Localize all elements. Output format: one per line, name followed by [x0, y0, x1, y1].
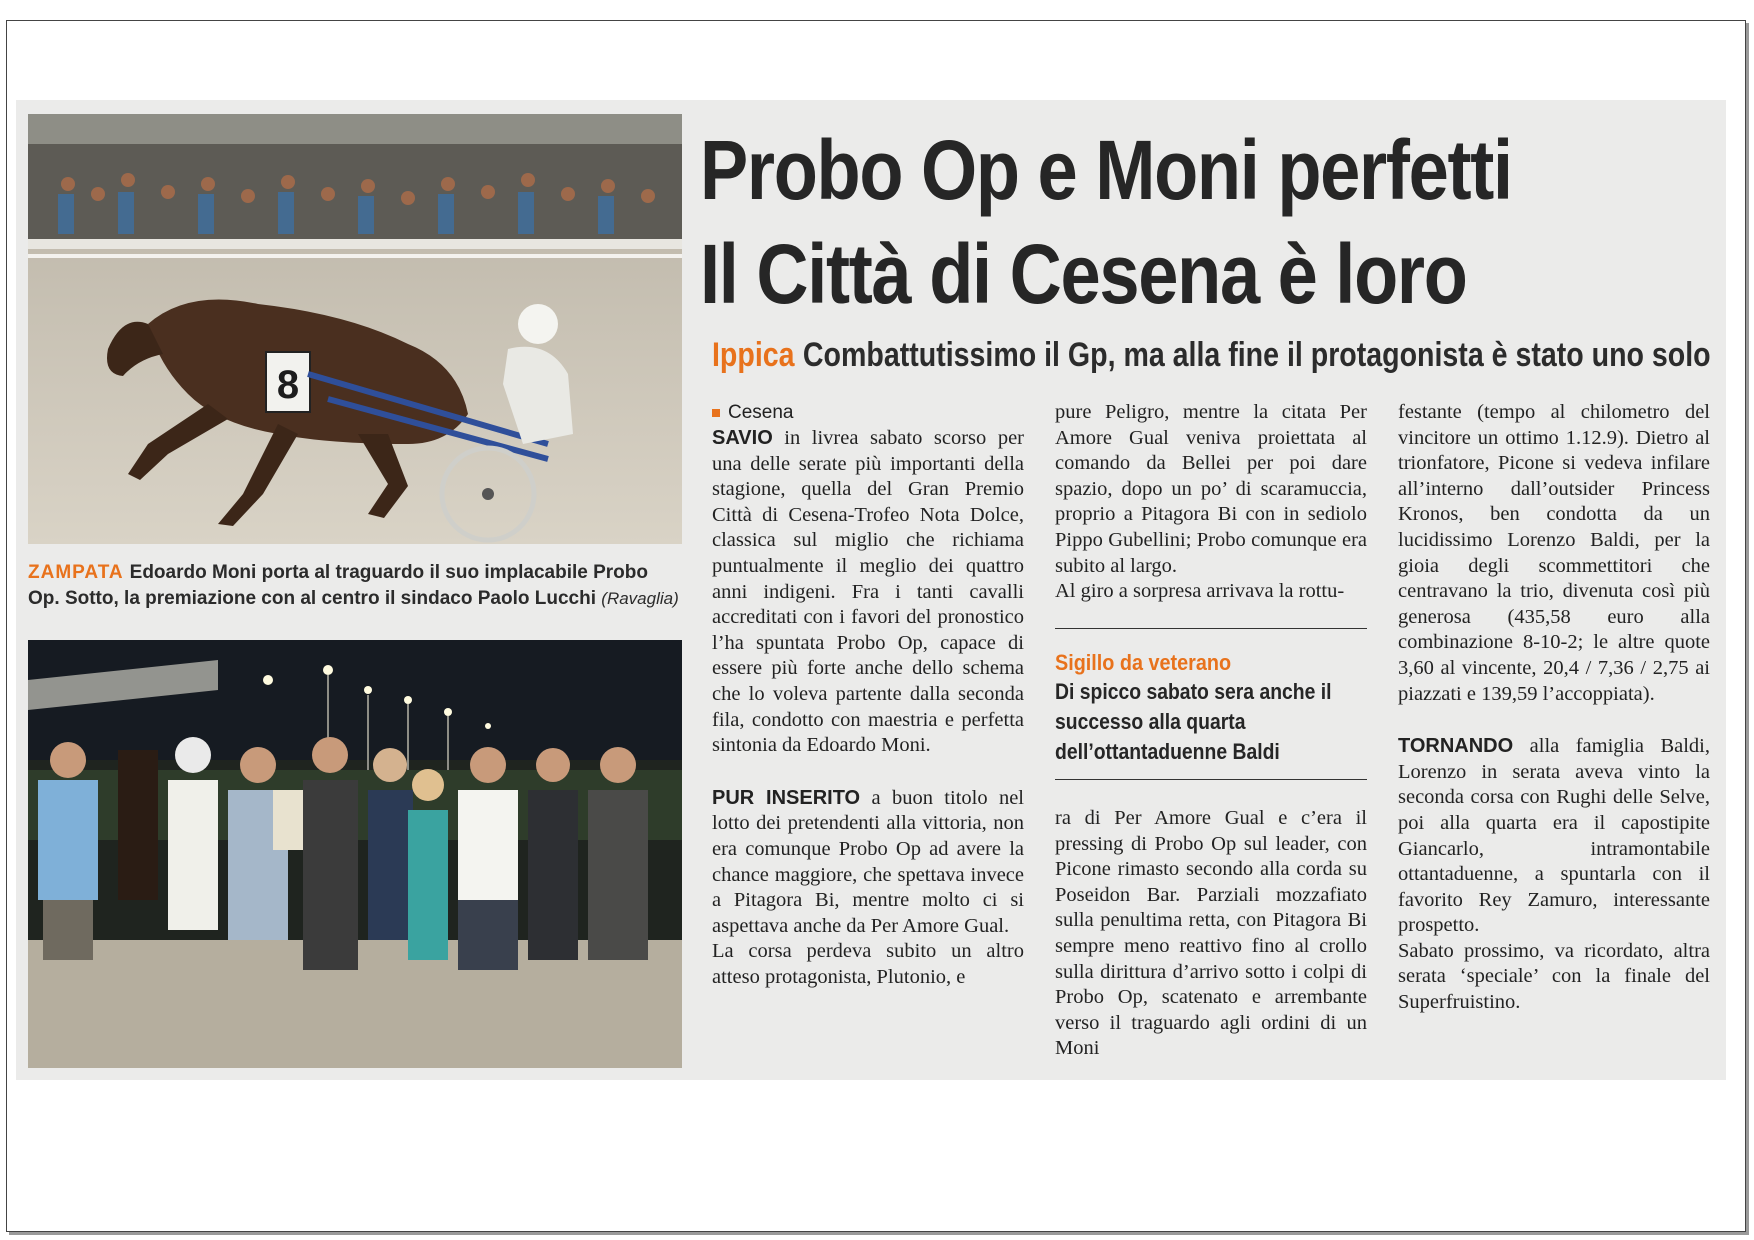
- article-column-1: [712, 400, 1024, 990]
- square-bullet-icon: [712, 409, 720, 417]
- paragraph: [712, 426, 1024, 759]
- dateline-text: Cesena: [728, 402, 794, 423]
- subheadline-text: Combattutissimo il Gp, ma alla fine il protagonista è stato uno solo: [802, 336, 1711, 374]
- paragraph: pure Peligro, mentre la citata Per Amore Gual veniva proiettata al comando da Bellei per poi dare spazio, dopo un po’ di scaramuccia, proprio a Pitagora Bi con in sediolo Pippo Gubellini; Probo comunque era subito al largo.: [1055, 401, 1367, 577]
- paragraph: ra di Per Amore Gual e c’era il pressing di Probo Op sul leader, con Picone rimasto secondo alla corda su Poseidon Bar. Parziali mozzafiato sulla penultima retta, con Pitagora Bi sempre meno reattivo fino al crollo sulla dirittura d’arrivo sotto i colpi di Probo Op, scatenato e arrembante verso il traguardo agli ordini di un Moni: [1055, 807, 1367, 1060]
- lead-word: TORNANDO: [1398, 735, 1514, 758]
- saddle-number: 8: [276, 363, 300, 407]
- paragraph-text: in livrea sabato scorso per una delle serate più importanti della stagione, quella del Gran Premio Città di Cesena-Trofeo Nota Dolce, classica sul miglio che richiama puntualmente il meglio dei quattro anni indigeni. Fra i tanti cavalli accreditati con i favori del pronostico l’ha spuntata Probo Op, capace di essere più forte anche dello schema che lo voleva partente dalla seconda fila, condotto con maestria e perfetta sintonia da Edoardo Moni.: [712, 427, 1024, 757]
- photo-caption: [28, 560, 682, 612]
- sidebar-kicker: Sigillo da veterano: [1055, 650, 1232, 675]
- caption-text: Edoardo Moni porta al traguardo il suo implacabile Probo Op. Sotto, la premiazione con al centro il sindaco Paolo Lucchi: [28, 562, 648, 609]
- paragraph-text: a buon titolo nel lotto dei pretendenti alla vittoria, non era comunque Probo Op ad avere la chance maggiore, che spettava invece a Pitagora Bi, mentre molto ci si aspettava anche da Per Amore Gual.: [712, 786, 1025, 937]
- caption-kicker: ZAMPATA: [28, 562, 124, 583]
- award-ceremony-icon: [28, 640, 682, 1068]
- paragraph-text: alla famiglia Baldi, Lorenzo in serata aveva vinto la seconda corsa con Rughi delle Selve, poi alla quarta era il capostipite Giancarlo, intramontabile ottantaduenne, a spuntarla con il favorito Rey Zamuro, interessante prospetto.: [1398, 735, 1710, 937]
- paragraph-gap: [1398, 707, 1710, 734]
- paragraph: [712, 786, 1024, 940]
- award-ceremony-photo: [28, 640, 682, 1068]
- paragraph: Sabato prossimo, va ricordato, altra serata ‘speciale’ con la finale del Superfruistino.: [1398, 939, 1710, 1014]
- paragraph: [1398, 734, 1710, 939]
- paragraph: festante (tempo al chilometro del vincitore un ottimo 1.12.9). Dietro al trionfatore, Picone si vedeva infilare all’interno dall’outsider Princess Kronos, ben condotta da un lucidissimo Lorenzo Baldi, per la gioia degli scommettitori che centravano la trio, divenuta così più generosa (435,58 euro alla combinazione 8-10-2; le altre quote 3,60 al vincente, 20,4 / 7,36 / 2,75 ai piazzati e 139,59 l’accoppiata).: [1398, 401, 1710, 705]
- article-column-3: [1398, 400, 1710, 1016]
- headline: [700, 118, 1569, 326]
- sidebar-box: [1055, 628, 1367, 780]
- paragraph-gap: [712, 759, 1024, 786]
- sidebar-text: Di spicco sabato sera anche il successo alla quarta dell’ottantaduenne Baldi: [1055, 679, 1332, 764]
- harness-racing-icon: [28, 114, 682, 544]
- lead-word: PUR INSERITO: [712, 786, 861, 809]
- headline-line-1: Probo Op e Moni perfetti: [700, 123, 1512, 217]
- harness-racing-photo: [28, 114, 682, 544]
- subheadline: [712, 335, 1711, 375]
- section-kicker: Ippica: [712, 336, 795, 374]
- column-continuation: [1055, 806, 1367, 1062]
- dateline: [712, 400, 1024, 426]
- photo-credit: (Ravaglia): [601, 589, 679, 608]
- lead-word: SAVIO: [712, 427, 773, 449]
- paragraph: La corsa perdeva subito un altro atteso protagonista, Plutonio, e: [712, 940, 1024, 988]
- paragraph: Al giro a sorpresa arrivava la rottu-: [1055, 580, 1345, 603]
- headline-line-2: Il Città di Cesena è loro: [700, 227, 1467, 321]
